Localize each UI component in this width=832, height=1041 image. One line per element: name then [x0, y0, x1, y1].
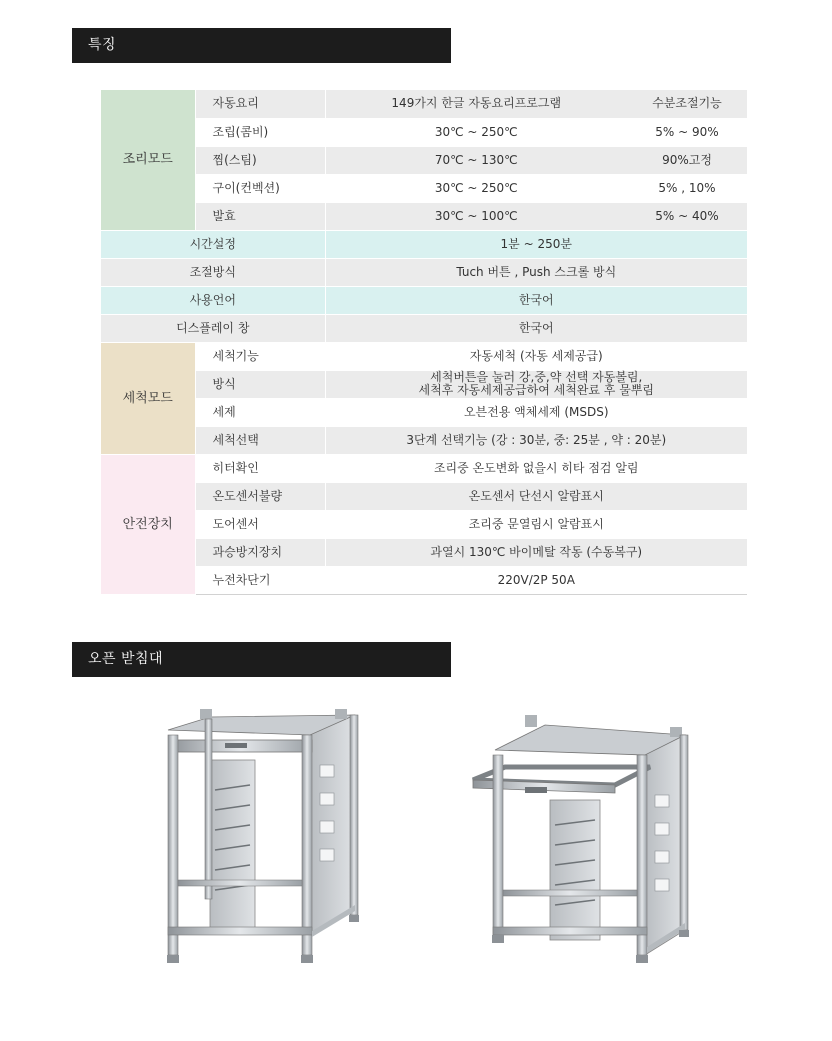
- spec-value: 한국어: [325, 314, 747, 342]
- spec-name: 과승방지장치: [195, 538, 325, 566]
- spec-value: 오븐전용 액체세제 (MSDS): [325, 398, 747, 426]
- spec-value: 70℃ ~ 130℃: [325, 146, 627, 174]
- spec-extra: 90%고정: [627, 146, 747, 174]
- spec-value: 자동세척 (자동 세제공급): [325, 342, 747, 370]
- table-row: [101, 314, 747, 342]
- closed-stand-image: [150, 705, 370, 970]
- table-row: [101, 566, 747, 594]
- spec-value: 149가지 한글 자동요리프로그램: [325, 90, 627, 118]
- spec-value-line: 세척후 자동세제공급하여 세척완료 후 물뿌림: [418, 383, 654, 397]
- spec-value: 1분 ~ 250분: [325, 230, 747, 258]
- cooking-mode-category: 조리모드: [101, 90, 195, 230]
- spec-value-line: 세척버튼을 눌러 강,중,약 선택 자동볼림,: [430, 370, 643, 384]
- spec-name: 온도센서불량: [195, 482, 325, 510]
- spec-name: 디스플레이 창: [101, 314, 325, 342]
- spec-name: 구이(컨벡션): [195, 174, 325, 202]
- spec-value: [325, 370, 747, 398]
- spec-extra: 5% ~ 90%: [627, 118, 747, 146]
- table-row: [101, 342, 747, 370]
- spec-value: 조리중 문열림시 알람표시: [325, 510, 747, 538]
- spec-value: 과열시 130℃ 바이메탈 작동 (수동복구): [325, 538, 747, 566]
- features-section-title: 특징: [72, 28, 451, 63]
- spec-value: 220V/2P 50A: [325, 566, 747, 594]
- spec-name: 사용언어: [101, 286, 325, 314]
- spec-name: 히터확인: [195, 454, 325, 482]
- table-row: [101, 230, 747, 258]
- table-row: [101, 482, 747, 510]
- table-row: [101, 454, 747, 482]
- spec-name: 방식: [195, 370, 325, 398]
- spec-value: 온도센서 단선시 알람표시: [325, 482, 747, 510]
- spec-name: 세척기능: [195, 342, 325, 370]
- table-row: [101, 370, 747, 398]
- washing-mode-category: 세척모드: [101, 342, 195, 454]
- table-row: [101, 510, 747, 538]
- table-row: [101, 538, 747, 566]
- spec-name: 시간설정: [101, 230, 325, 258]
- stand-images: [150, 705, 710, 975]
- spec-extra: 수분조절기능: [627, 90, 747, 118]
- spec-name: 누전차단기: [195, 566, 325, 594]
- spec-value: 조리중 온도변화 없을시 히타 점검 알림: [325, 454, 747, 482]
- table-row: [101, 426, 747, 454]
- spec-name: 자동요리: [195, 90, 325, 118]
- spec-value: Tuch 버튼 , Push 스크롤 방식: [325, 258, 747, 286]
- spec-value: 3단계 선택기능 (강 : 30분, 중: 25분 , 약 : 20분): [325, 426, 747, 454]
- spec-extra: 5% , 10%: [627, 174, 747, 202]
- spec-name: 조립(콤비): [195, 118, 325, 146]
- table-row: [101, 286, 747, 314]
- spec-extra: 5% ~ 40%: [627, 202, 747, 230]
- safety-category: 안전장치: [101, 454, 195, 594]
- spec-name: 도어센서: [195, 510, 325, 538]
- spec-name: 조절방식: [101, 258, 325, 286]
- spec-name: 세제: [195, 398, 325, 426]
- stand-section-title: 오픈 받침대: [72, 642, 451, 677]
- spec-value: 30℃ ~ 100℃: [325, 202, 627, 230]
- table-row: [101, 258, 747, 286]
- spec-name: 찜(스팀): [195, 146, 325, 174]
- spec-value: 30℃ ~ 250℃: [325, 118, 627, 146]
- table-row: [101, 118, 747, 146]
- spec-value: 30℃ ~ 250℃: [325, 174, 627, 202]
- open-stand-image: [465, 705, 700, 970]
- spec-table: [101, 90, 747, 595]
- table-row: [101, 90, 747, 118]
- spec-name: 세척선택: [195, 426, 325, 454]
- spec-value: 한국어: [325, 286, 747, 314]
- table-row: [101, 202, 747, 230]
- table-row: [101, 174, 747, 202]
- table-row: [101, 398, 747, 426]
- spec-name: 발효: [195, 202, 325, 230]
- table-row: [101, 146, 747, 174]
